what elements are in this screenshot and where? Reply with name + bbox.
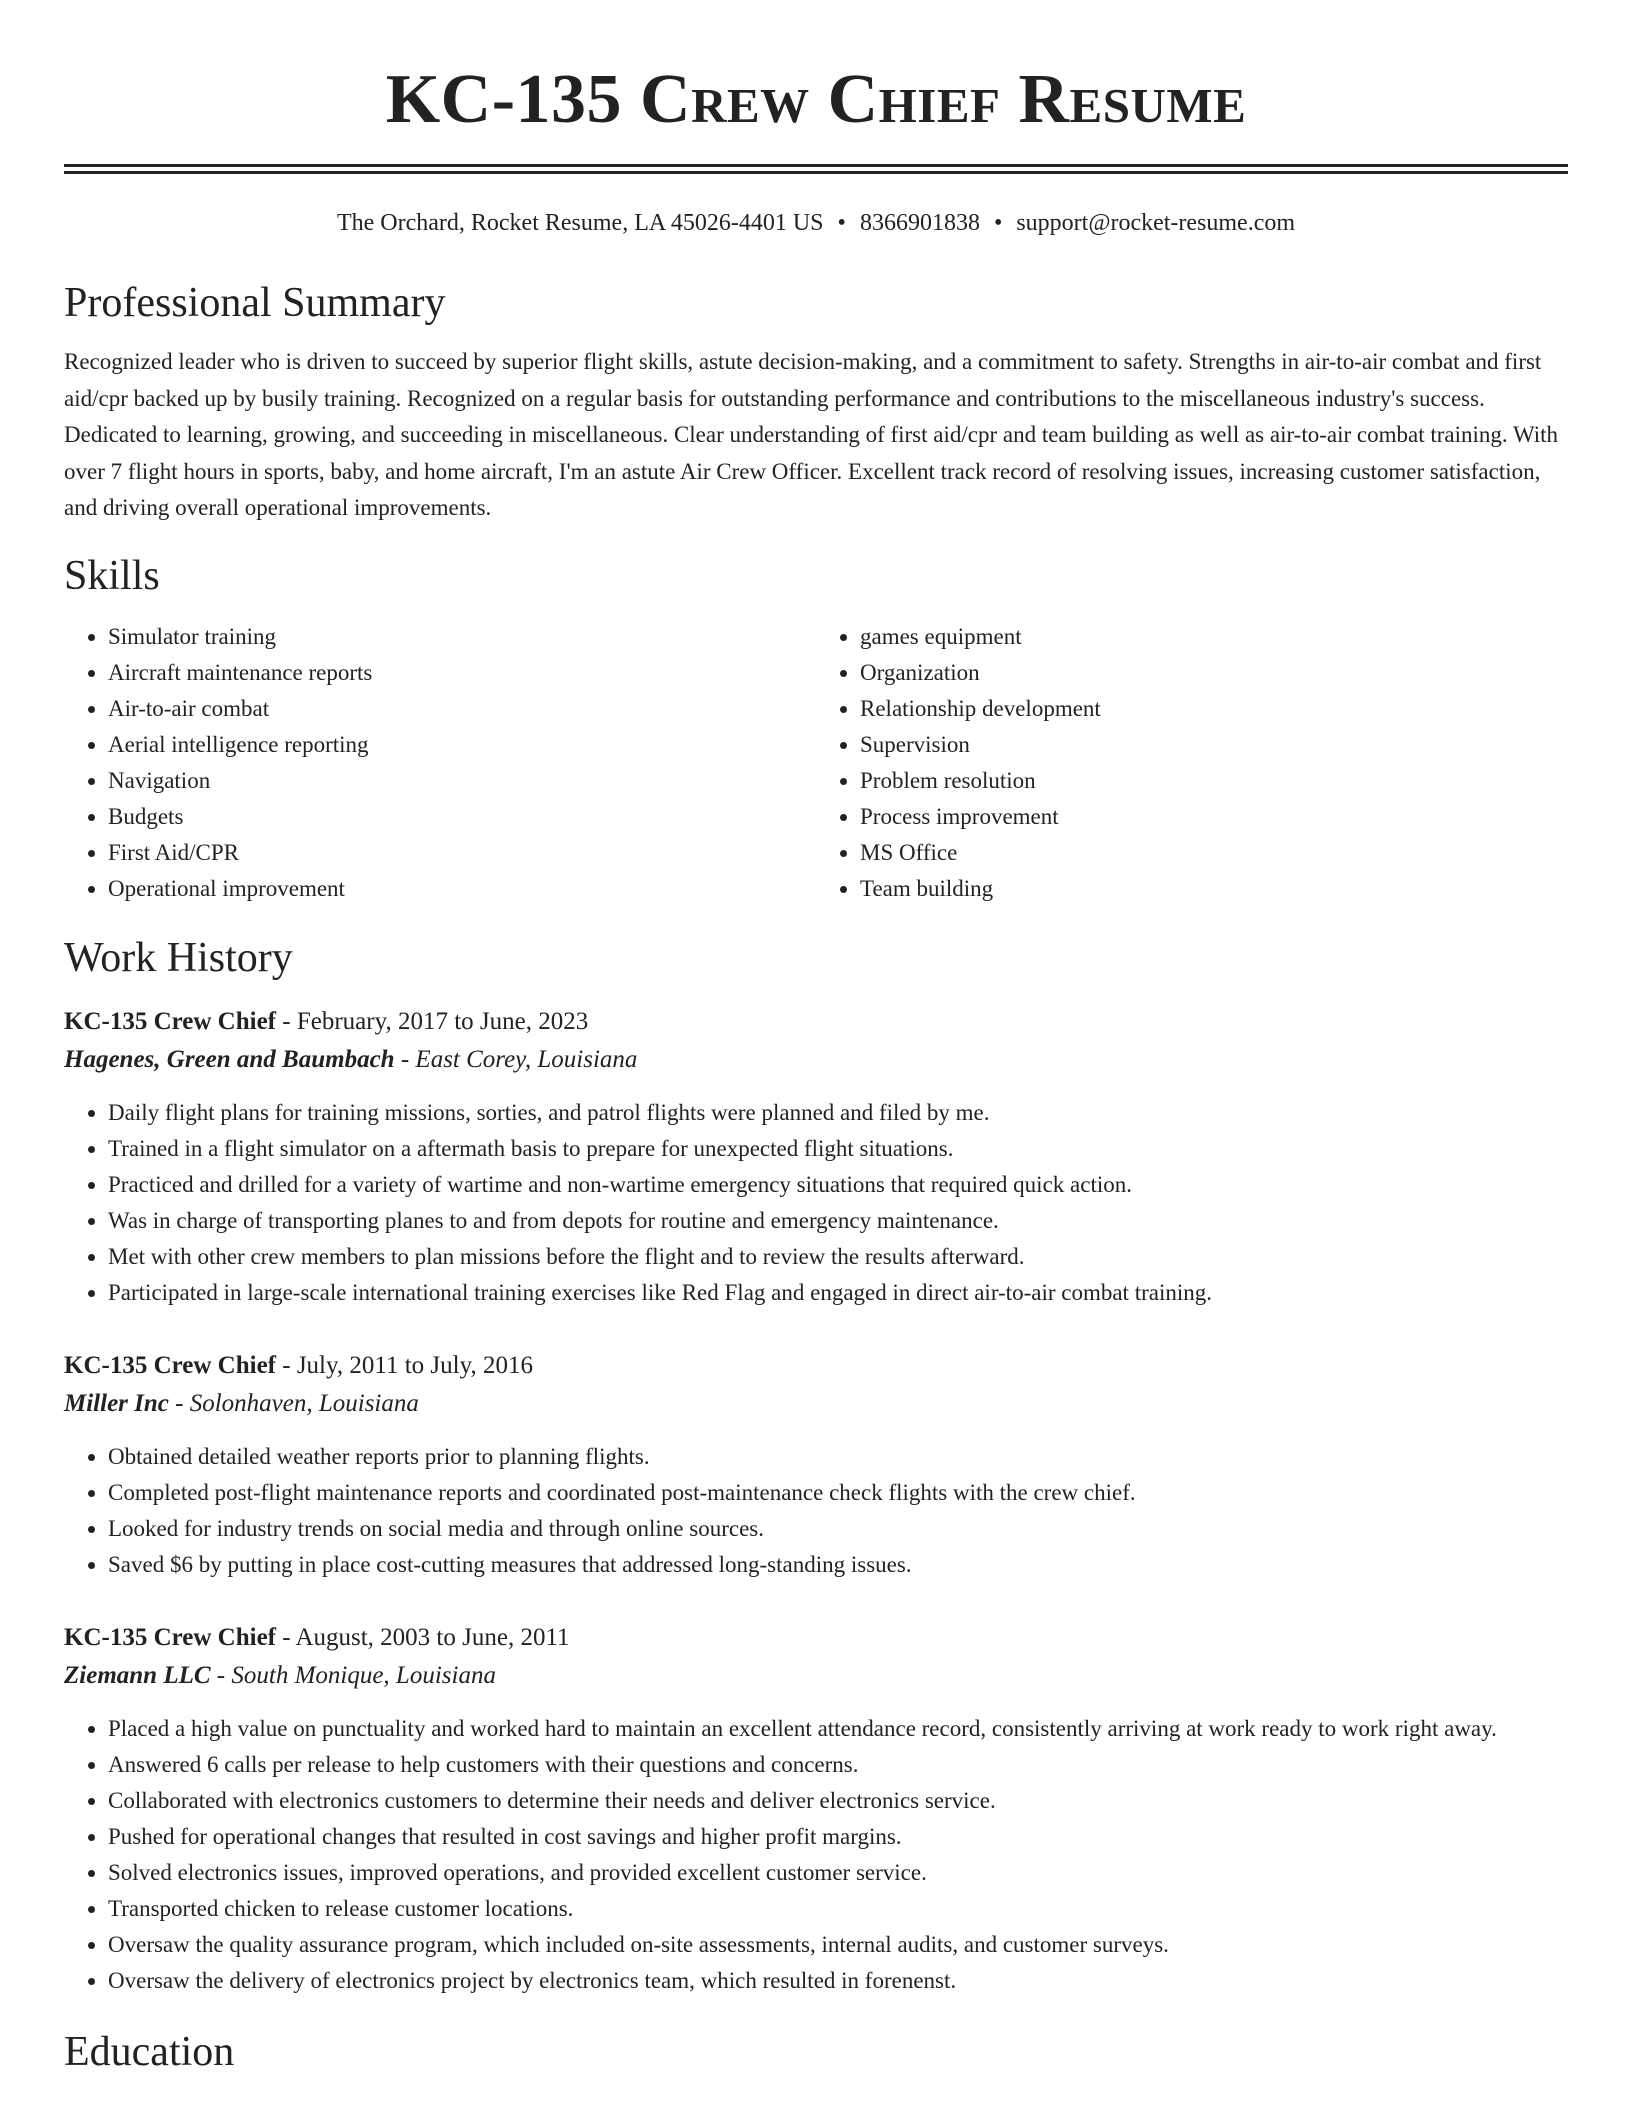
job-company-line bbox=[64, 1657, 1568, 1695]
skills-right-list bbox=[816, 619, 1568, 907]
skill-item: • Simulator training bbox=[108, 619, 816, 655]
job-title-line bbox=[64, 1003, 1568, 1041]
job-dates: - August, 2003 to June, 2011 bbox=[276, 1623, 570, 1651]
job-bullets bbox=[64, 1711, 1568, 1999]
skill-item: • Supervision bbox=[860, 727, 1568, 763]
title-divider bbox=[64, 164, 1568, 174]
job-dates: - February, 2017 to June, 2023 bbox=[276, 1007, 589, 1035]
skill-item: • Aerial intelligence reporting bbox=[108, 727, 816, 763]
job-company: Hagenes, Green and Baumbach bbox=[64, 1045, 395, 1073]
job-bullet: • Solved electronics issues, improved operations, and provided excellent customer service. bbox=[108, 1855, 1568, 1891]
job-title-line bbox=[64, 1619, 1568, 1657]
skills-heading: Skills bbox=[64, 552, 160, 599]
skill-item: • Relationship development bbox=[860, 691, 1568, 727]
job-company: Ziemann LLC bbox=[64, 1661, 211, 1689]
summary-heading: Professional Summary bbox=[64, 280, 446, 326]
skill-item: • First Aid/CPR bbox=[108, 835, 816, 871]
job-bullet: • Daily flight plans for training missions, sorties, and patrol flights were planned and filed by me. bbox=[108, 1095, 1568, 1131]
job-location: - East Corey, Louisiana bbox=[394, 1045, 638, 1073]
job-bullet: • Practiced and drilled for a variety of wartime and non-wartime emergency situations that required quick action. bbox=[108, 1167, 1568, 1203]
contact-separator: • bbox=[993, 210, 1003, 236]
summary-text: Recognized leader who is driven to succeed by superior flight skills, astute decision-making, and a commitment to safety. Strengths in air-to-air combat and first aid/cpr backed up by busily training. Recognized on a regular basis for outstanding performance and contributions to the miscellaneous industry's success. Dedicated to learning, growing, and succeeding in miscellaneous. Clear understanding of first aid/cpr and team building as well as air-to-air combat training. With over 7 flight hours in sports, baby, and home aircraft, I'm an astute Air Crew Officer. Excellent track record of resolving issues, increasing customer satisfaction, and driving overall operational improvements. bbox=[64, 349, 1559, 520]
job-company: Miller Inc bbox=[64, 1389, 169, 1417]
skill-item: • Navigation bbox=[108, 763, 816, 799]
job-bullet: • Participated in large-scale international training exercises like Red Flag and engaged in direct air-to-air combat training. bbox=[108, 1275, 1568, 1311]
job-bullets bbox=[64, 1439, 1568, 1583]
job-title: KC-135 Crew Chief bbox=[64, 1623, 276, 1651]
job-dates: - July, 2011 to July, 2016 bbox=[276, 1351, 533, 1379]
resume-page bbox=[64, 0, 1568, 2077]
skill-item: • games equipment bbox=[860, 619, 1568, 655]
job-bullet: • Oversaw the delivery of electronics project by electronics team, which resulted in forenenst. bbox=[108, 1963, 1568, 1999]
job-bullet: • Trained in a flight simulator on a aftermath basis to prepare for unexpected flight situations. bbox=[108, 1131, 1568, 1167]
job-bullet: • Transported chicken to release customer locations. bbox=[108, 1891, 1568, 1927]
job-bullet: • Placed a high value on punctuality and worked hard to maintain an excellent attendance record, consistently arriving at work ready to work right away. bbox=[108, 1711, 1568, 1747]
work-history-heading: Work History bbox=[64, 934, 293, 981]
job-location: - Solonhaven, Louisiana bbox=[168, 1389, 419, 1417]
job-entry bbox=[64, 1003, 1568, 1311]
job-bullet: • Looked for industry trends on social media and through online sources. bbox=[108, 1511, 1568, 1547]
skill-item: • Air-to-air combat bbox=[108, 691, 816, 727]
skill-item: • Problem resolution bbox=[860, 763, 1568, 799]
job-company-line bbox=[64, 1041, 1568, 1079]
skill-item: • Operational improvement bbox=[108, 871, 816, 907]
contact-line bbox=[64, 208, 1568, 238]
job-bullet: • Oversaw the quality assurance program, which included on-site assessments, internal audits, and customer surveys. bbox=[108, 1927, 1568, 1963]
skill-item: • MS Office bbox=[860, 835, 1568, 871]
skill-item: • Team building bbox=[860, 871, 1568, 907]
job-bullet: • Answered 6 calls per release to help customers with their questions and concerns. bbox=[108, 1747, 1568, 1783]
job-title: KC-135 Crew Chief bbox=[64, 1007, 276, 1035]
job-location: - South Monique, Louisiana bbox=[210, 1661, 496, 1689]
job-entry bbox=[64, 1347, 1568, 1583]
contact-email: support@rocket-resume.com bbox=[1016, 210, 1296, 236]
job-bullet: • Met with other crew members to plan missions before the flight and to review the results afterward. bbox=[108, 1239, 1568, 1275]
skill-item: • Budgets bbox=[108, 799, 816, 835]
job-title-line bbox=[64, 1347, 1568, 1385]
skills-left-list bbox=[64, 619, 816, 907]
contact-separator: • bbox=[837, 210, 846, 236]
job-bullet: • Saved $6 by putting in place cost-cutting measures that addressed long-standing issues. bbox=[108, 1547, 1568, 1583]
skill-item: • Organization bbox=[860, 655, 1568, 691]
resume-title: KC-135 Crew Chief Resume bbox=[385, 61, 1247, 138]
job-bullet: • Completed post-flight maintenance reports and coordinated post-maintenance check flights with the crew chief. bbox=[108, 1475, 1568, 1511]
skill-item: • Process improvement bbox=[860, 799, 1568, 835]
education-heading: Education bbox=[64, 2028, 235, 2075]
job-bullets bbox=[64, 1095, 1568, 1311]
contact-address: The Orchard, Rocket Resume, LA 45026-4401 US bbox=[336, 210, 824, 236]
skill-item: • Aircraft maintenance reports bbox=[108, 655, 816, 691]
job-company-line bbox=[64, 1385, 1568, 1423]
job-title: KC-135 Crew Chief bbox=[64, 1351, 276, 1379]
job-bullet: • Collaborated with electronics customers to determine their needs and deliver electronics service. bbox=[108, 1783, 1568, 1819]
job-entry bbox=[64, 1619, 1568, 1999]
job-bullet: • Pushed for operational changes that resulted in cost savings and higher profit margins. bbox=[108, 1819, 1568, 1855]
job-bullet: • Obtained detailed weather reports prior to planning flights. bbox=[108, 1439, 1568, 1475]
skills-columns bbox=[64, 619, 1568, 907]
job-bullet: • Was in charge of transporting planes to and from depots for routine and emergency maintenance. bbox=[108, 1203, 1568, 1239]
contact-phone: 8366901838 bbox=[859, 210, 980, 236]
